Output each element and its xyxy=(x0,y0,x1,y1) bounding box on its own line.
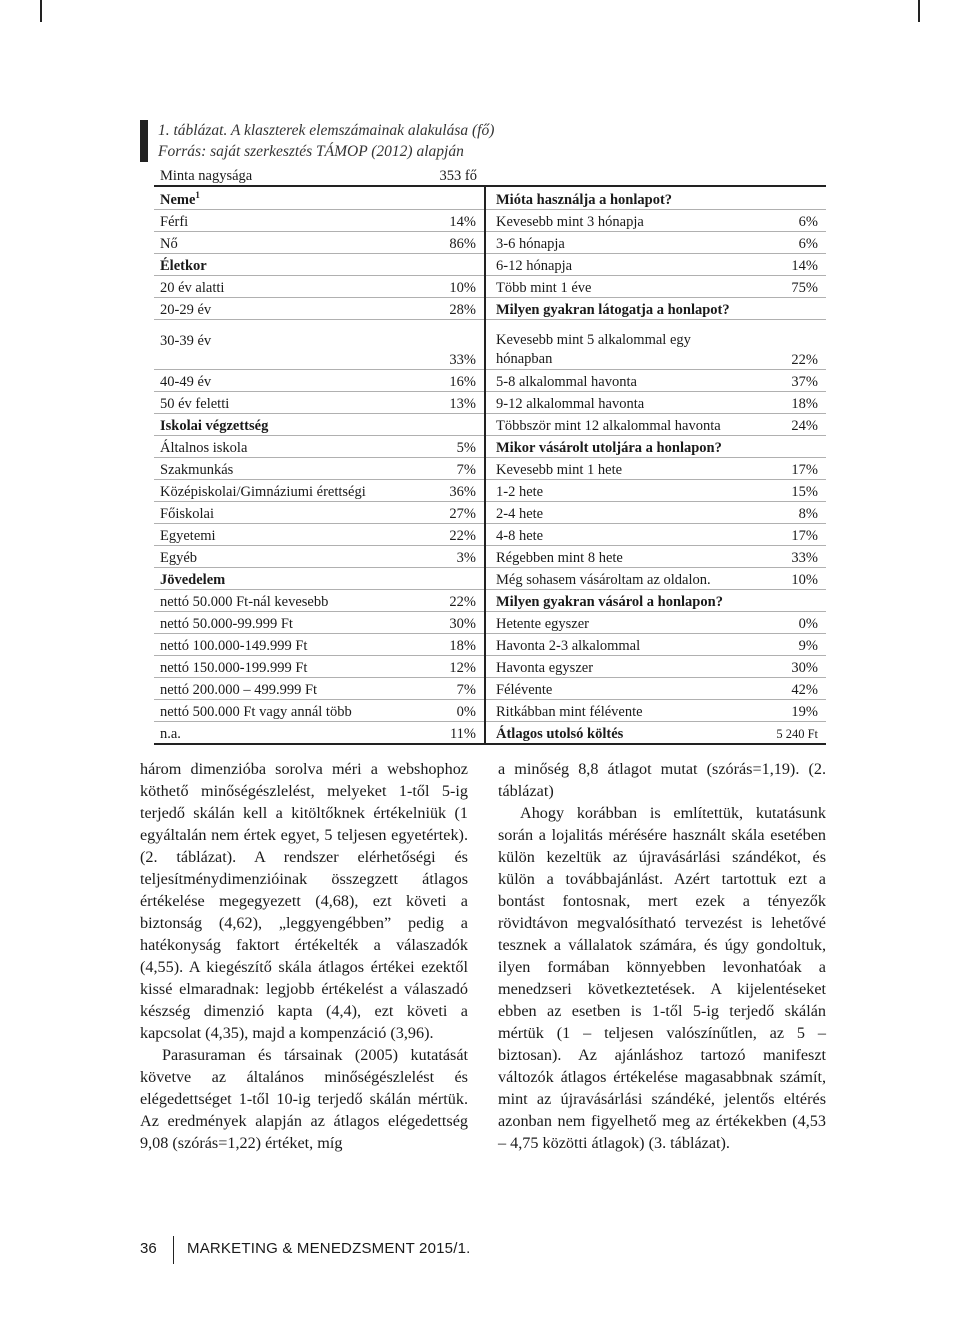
left-label: Szakmunkás xyxy=(154,457,369,479)
right-label: 2-4 hete xyxy=(485,501,758,523)
left-value xyxy=(369,413,485,435)
right-label: Átlagos utolsó költés xyxy=(485,721,758,744)
right-value: 24% xyxy=(758,413,826,435)
right-label: Több mint 1 éve xyxy=(485,275,758,297)
left-value: 27% xyxy=(369,501,485,523)
right-value: 0% xyxy=(758,611,826,633)
table-row xyxy=(154,253,826,275)
right-value xyxy=(758,297,826,319)
table-row xyxy=(154,677,826,699)
right-value xyxy=(758,589,826,611)
page-number: 36 xyxy=(140,1240,157,1257)
journal-name: MARKETING & MENEDZSMENT 2015/1. xyxy=(187,1240,471,1257)
left-value: 7% xyxy=(369,457,485,479)
footer-divider xyxy=(173,1236,174,1264)
left-label: Egyéb xyxy=(154,545,369,567)
left-label: nettó 50.000-99.999 Ft xyxy=(154,611,369,633)
left-value: 22% xyxy=(369,523,485,545)
left-value: 12% xyxy=(369,655,485,677)
right-label: Milyen gyakran látogatja a honlapot? xyxy=(485,297,758,319)
left-label xyxy=(154,186,369,209)
right-label: 4-8 hete xyxy=(485,523,758,545)
table-row xyxy=(154,699,826,721)
left-label: nettó 500.000 Ft vagy annál több xyxy=(154,699,369,721)
table-row xyxy=(154,501,826,523)
right-value: 22% xyxy=(758,319,826,369)
left-label: nettó 200.000 – 499.999 Ft xyxy=(154,677,369,699)
right-value: 9% xyxy=(758,633,826,655)
table-row xyxy=(154,523,826,545)
table-row xyxy=(154,633,826,655)
left-value: 10% xyxy=(369,275,485,297)
left-value: 18% xyxy=(369,633,485,655)
right-label: 6-12 hónapja xyxy=(485,253,758,275)
table-row xyxy=(154,209,826,231)
left-value: 7% xyxy=(369,677,485,699)
body-paragraph: a minőség 8,8 átlagot mutat (szórás=1,19). (2. táblázat) xyxy=(498,760,826,800)
right-label: 1-2 hete xyxy=(485,479,758,501)
right-value: 18% xyxy=(758,391,826,413)
right-label xyxy=(485,319,758,369)
footnote-marker: 1 xyxy=(195,190,200,200)
left-label: Iskolai végzettség xyxy=(154,413,369,435)
left-value: 13% xyxy=(369,391,485,413)
left-label: n.a. xyxy=(154,721,369,744)
left-value: 30% xyxy=(369,611,485,633)
right-value: 17% xyxy=(758,523,826,545)
right-label: Ritkábban mint félévente xyxy=(485,699,758,721)
table-row xyxy=(154,589,826,611)
table-row xyxy=(154,479,826,501)
right-label: Még sohasem vásároltam az oldalon. xyxy=(485,567,758,589)
right-label: Többször mint 12 alkalommal havonta xyxy=(485,413,758,435)
right-label: Havonta 2-3 alkalommal xyxy=(485,633,758,655)
left-label: Főiskolai xyxy=(154,501,369,523)
right-label: Kevesebb mint 1 hete xyxy=(485,457,758,479)
left-value: 0% xyxy=(369,699,485,721)
left-value: 33% xyxy=(369,319,485,369)
right-label: Félévente xyxy=(485,677,758,699)
left-value: 11% xyxy=(369,721,485,744)
right-label: Régebben mint 8 hete xyxy=(485,545,758,567)
right-label: Mióta használja a honlapot? xyxy=(485,186,758,209)
left-value: 36% xyxy=(369,479,485,501)
table-row xyxy=(154,231,826,253)
left-value: 3% xyxy=(369,545,485,567)
right-label: Mikor vásárolt utoljára a honlapon? xyxy=(485,435,758,457)
table-row xyxy=(154,319,826,369)
table-caption xyxy=(140,120,848,162)
left-value xyxy=(369,253,485,275)
right-value: 10% xyxy=(758,567,826,589)
left-label: 30-39 év xyxy=(154,319,369,369)
left-value: 14% xyxy=(369,209,485,231)
left-value xyxy=(369,567,485,589)
table-row xyxy=(154,457,826,479)
cluster-table xyxy=(154,164,826,745)
left-label: 40-49 év xyxy=(154,369,369,391)
body-paragraph: három dimenzióba sorolva méri a webshophoz köthető minőségészlelést, melyeket 1-től 5-ig terjedő skálán kell a kitöltőknek értékelniük (1 egyáltalán nem értek egyet, 5 teljesen egyetértek). (2. táblázat). A rendszer elérhetőségi és teljesítménydimenzióinak összegzett átlagos értékelése megegyezett (4,68), ezt követi a biztonság (4,62), „leggyengébben” pedig a hatékonyság faktort értékelték a válaszadók (4,55). A kiegészítő skála átlagos értékei ezektől kissé elmaradnak: legjobb értékelést a válaszadó készség dimenzió kapta (4,4), ezt követi a kapcsolat (4,35), majd a kompenzáció (3,96). xyxy=(140,760,468,1042)
right-value: 5 240 Ft xyxy=(758,721,826,744)
right-value xyxy=(758,435,826,457)
right-value: 37% xyxy=(758,369,826,391)
right-value: 8% xyxy=(758,501,826,523)
table-row xyxy=(154,655,826,677)
right-label: Hetente egyszer xyxy=(485,611,758,633)
table-row xyxy=(154,435,826,457)
right-label-line1: Kevesebb mint 5 alkalommal egy xyxy=(496,331,691,348)
left-label: nettó 150.000-199.999 Ft xyxy=(154,655,369,677)
right-label: 9-12 alkalommal havonta xyxy=(485,391,758,413)
left-label-text: Neme xyxy=(160,191,196,208)
left-label: Általnos iskola xyxy=(154,435,369,457)
right-value: 42% xyxy=(758,677,826,699)
sample-value: 353 fő xyxy=(369,164,485,186)
right-value: 17% xyxy=(758,457,826,479)
left-label: nettó 100.000-149.999 Ft xyxy=(154,633,369,655)
left-value: 16% xyxy=(369,369,485,391)
right-value: 6% xyxy=(758,209,826,231)
table-row xyxy=(154,369,826,391)
right-label: Havonta egyszer xyxy=(485,655,758,677)
left-value: 86% xyxy=(369,231,485,253)
left-label: Életkor xyxy=(154,253,369,275)
right-label-line2: hónapban xyxy=(496,350,553,367)
right-label: 5-8 alkalommal havonta xyxy=(485,369,758,391)
left-value: 22% xyxy=(369,589,485,611)
right-label: Milyen gyakran vásárol a honlapon? xyxy=(485,589,758,611)
right-value: 14% xyxy=(758,253,826,275)
left-value: 28% xyxy=(369,297,485,319)
right-value: 75% xyxy=(758,275,826,297)
left-value xyxy=(369,186,485,209)
right-value: 15% xyxy=(758,479,826,501)
left-label: nettó 50.000 Ft-nál kevesebb xyxy=(154,589,369,611)
sample-label: Minta nagysága xyxy=(154,164,369,186)
right-label: 3-6 hónapja xyxy=(485,231,758,253)
right-value: 30% xyxy=(758,655,826,677)
body-right-column xyxy=(498,758,826,1154)
right-value xyxy=(758,186,826,209)
caption-title: 1. táblázat. A klaszterek elemszámainak alakulása (fő) xyxy=(158,122,495,139)
left-label: Egyetemi xyxy=(154,523,369,545)
right-label: Kevesebb mint 3 hónapja xyxy=(485,209,758,231)
left-value: 5% xyxy=(369,435,485,457)
table-row xyxy=(154,275,826,297)
left-label: Nő xyxy=(154,231,369,253)
table-row xyxy=(154,391,826,413)
table-row xyxy=(154,297,826,319)
table-row xyxy=(154,186,826,209)
left-label: Középiskolai/Gimnáziumi érettségi xyxy=(154,479,369,501)
table-row-sample xyxy=(154,164,826,186)
table-row xyxy=(154,567,826,589)
crop-mark-left xyxy=(40,0,42,22)
table-row xyxy=(154,721,826,744)
right-value: 33% xyxy=(758,545,826,567)
table-row xyxy=(154,545,826,567)
crop-mark-right xyxy=(918,0,920,22)
body-paragraph: Ahogy korábban is említettük, kutatásunk során a lojalitás mérésére használt skála esetében külön kezeltük az újravásárlási szándékot, és külön a továbbajánlást. Azért tartottuk ezt a bontást fontosnak, mert ezek a tényezők rövidtávon megvalósítható tervezést is lehetővé tesznek a vállalatok számára, és úgy gondoltuk, ilyen formában könnyebben levonhatóak a menedzseri következtetések. A kijelentéseket ebben az esetben is 1-től 5-ig terjedő skálán mértük (1 – teljesen valószínűtlen, az 5 – biztosan). Az ajánláshoz tartozó manifeszt változók átlagos értékelése magasabbnak számít, mint az újravásárlási szándéké, jelentős eltérés azonban nem figyelhető meg az értékekben (4,53 – 4,75 közötti átlagok) (3. táblázat). xyxy=(498,804,826,1152)
body-left-column xyxy=(140,758,468,1154)
table-row xyxy=(154,611,826,633)
caption-source: Forrás: saját szerkesztés TÁMOP (2012) alapján xyxy=(158,143,464,160)
left-label: 50 év feletti xyxy=(154,391,369,413)
body-paragraph: Parasuraman és társainak (2005) kutatását követve az általános minőségészlelést és elégedettséget 1-től 10-ig terjedő skálán mértük. Az eredmények alapján az átlagos elégedettség 9,08 (szórás=1,22) értéket, míg xyxy=(140,1046,468,1152)
right-value: 19% xyxy=(758,699,826,721)
table-row xyxy=(154,413,826,435)
left-label: Férfi xyxy=(154,209,369,231)
right-value: 6% xyxy=(758,231,826,253)
left-label: 20-29 év xyxy=(154,297,369,319)
left-label: Jövedelem xyxy=(154,567,369,589)
left-label: 20 év alatti xyxy=(154,275,369,297)
